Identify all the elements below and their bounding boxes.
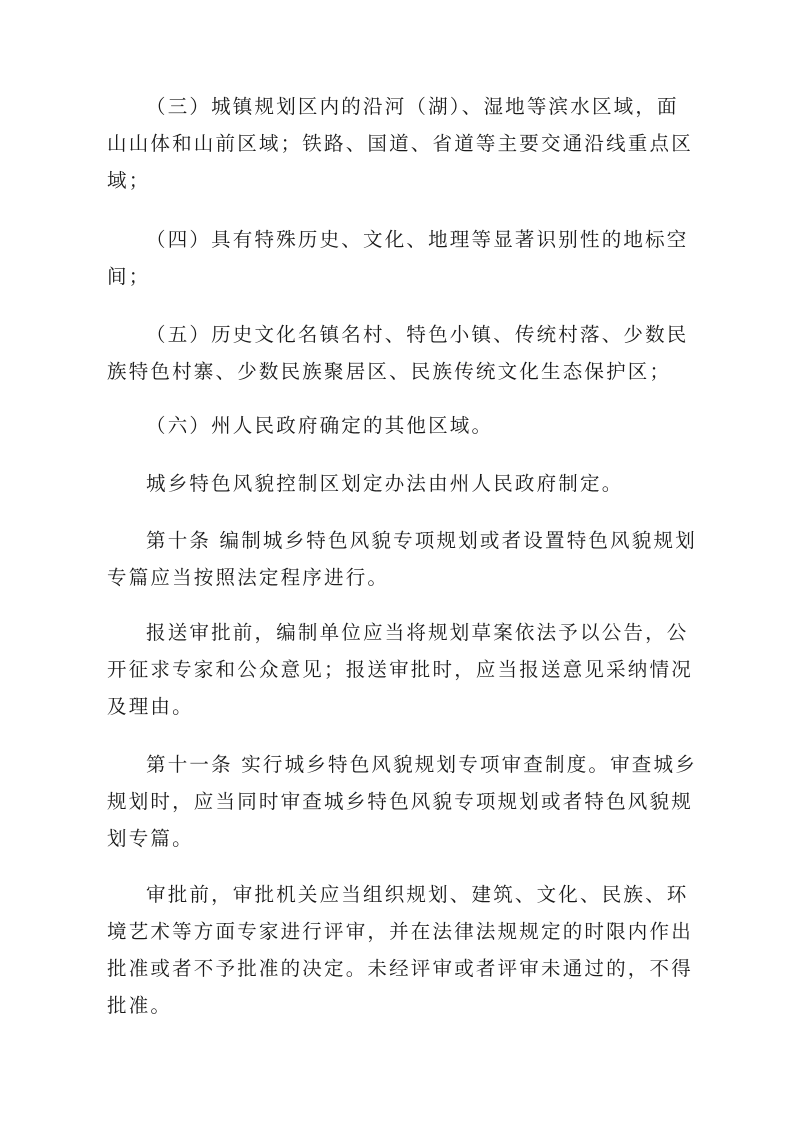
text-line: （四）具有特殊历史、文化、地理等显著识别性的地标空 [146,228,689,251]
text-line: 及理由。 [107,695,194,718]
text-line: （六）州人民政府确定的其他区域。 [146,414,494,437]
text-line: 规划时，应当同时审查城乡特色风貌专项规划或者特色风貌规 [107,790,693,813]
control-zone-paragraph [107,465,687,502]
text-line: （三）城镇规划区内的沿河（湖）、湿地等滨水区域，面 [146,95,679,118]
text-line: 批准。 [107,994,173,1017]
text-line: 第十条 编制城乡特色风貌专项规划或者设置特色风貌规划 [146,529,697,552]
text-line: 族特色村寨、少数民族聚居区、民族传统文化生态保护区； [107,360,672,383]
review-paragraph [107,876,693,1024]
article-11-paragraph [107,746,697,857]
text-line: 批准或者不予批准的决定。未经评审或者评审未通过的，不得 [107,957,693,980]
text-line: 城乡特色风貌控制区划定办法由州人民政府制定。 [146,472,624,495]
text-line: 开征求专家和公众意见；报送审批时，应当报送意见采纳情况 [107,658,693,681]
pre-approval-paragraph [107,614,693,725]
text-line: （五）历史文化名镇名村、特色小镇、传统村落、少数民 [146,323,689,346]
clause-4-paragraph [107,221,687,295]
clause-5-paragraph [107,316,687,390]
text-line: 间； [107,265,151,288]
text-line: 专篇应当按照法定程序进行。 [107,566,390,589]
text-line: 第十一条 实行城乡特色风貌规划专项审查制度。审查城乡 [146,753,697,776]
clause-6-paragraph [107,407,687,444]
clause-3-paragraph [107,88,693,199]
article-10-paragraph [107,522,697,596]
text-line: 审批前，审批机关应当组织规划、建筑、文化、民族、环 [146,883,689,906]
text-line: 划专篇。 [107,827,194,850]
text-line: 境艺术等方面专家进行评审，并在法律法规规定的时限内作出 [107,920,693,943]
text-line: 报送审批前，编制单位应当将规划草案依法予以公告，公 [146,621,689,644]
text-line: 山山体和山前区域；铁路、国道、省道等主要交通沿线重点区 [107,132,693,155]
text-line: 域； [107,169,151,192]
